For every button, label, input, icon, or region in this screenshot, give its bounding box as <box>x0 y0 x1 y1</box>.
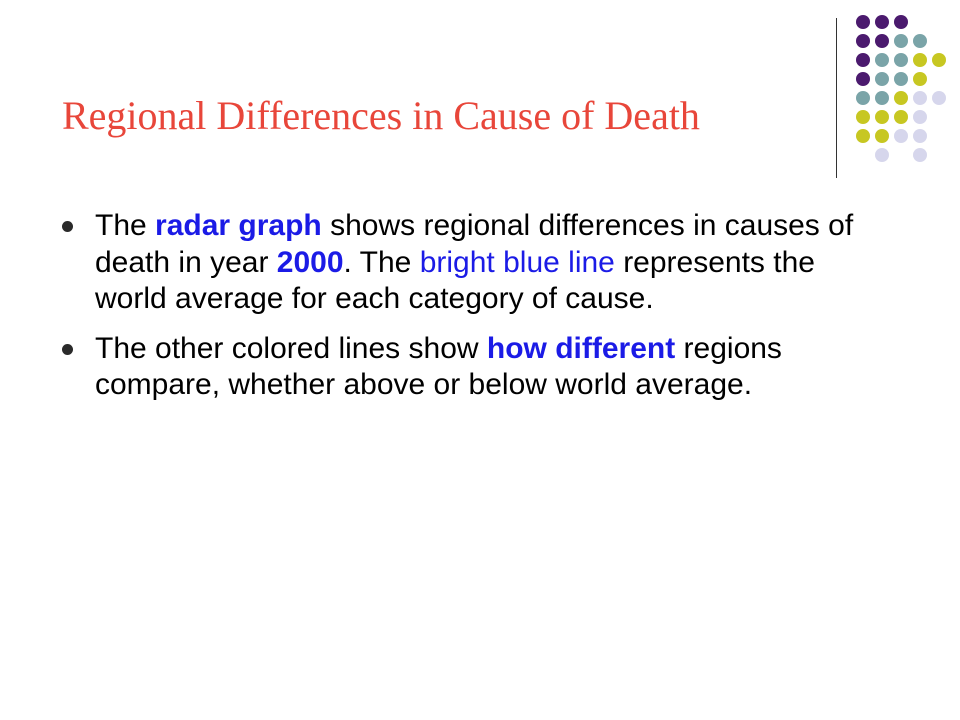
bullet-list <box>62 208 862 417</box>
highlight-year: 2000 <box>276 245 344 279</box>
dot-purple-icon <box>894 15 908 29</box>
dot-lavender-icon <box>894 129 908 143</box>
dot-teal-icon <box>875 91 889 105</box>
dot-teal-icon <box>894 53 908 67</box>
dot-olive-icon <box>913 72 927 86</box>
text-segment: represents the world average for each category of cause. <box>95 245 815 315</box>
dot-purple-icon <box>856 34 870 48</box>
highlight-bright-blue-line: bright blue line <box>419 245 615 279</box>
dot-olive-icon <box>894 91 908 105</box>
dot-teal-icon <box>894 72 908 86</box>
dot-olive-icon <box>932 53 946 67</box>
dot-lavender-icon <box>875 148 889 162</box>
dot-olive-icon <box>875 110 889 124</box>
dot-teal-icon <box>856 91 870 105</box>
dot-teal-icon <box>875 72 889 86</box>
text-segment: shows regional differences in causes of death in year <box>95 209 854 279</box>
dot-teal-icon <box>913 34 927 48</box>
bullet-item <box>62 331 862 404</box>
dot-teal-icon <box>875 53 889 67</box>
dot-purple-icon <box>875 15 889 29</box>
dot-purple-icon <box>875 34 889 48</box>
dot-olive-icon <box>894 110 908 124</box>
dot-purple-icon <box>856 53 870 67</box>
bullet-text <box>95 209 853 315</box>
bullet-text <box>95 332 782 402</box>
dot-lavender-icon <box>932 91 946 105</box>
dot-teal-icon <box>894 34 908 48</box>
text-segment: The <box>95 209 156 242</box>
dot-olive-icon <box>875 129 889 143</box>
dot-lavender-icon <box>913 110 927 124</box>
dot-lavender-icon <box>913 129 927 143</box>
highlight-radar-graph: radar graph <box>155 209 322 242</box>
dot-olive-icon <box>856 129 870 143</box>
bullet-dot-icon <box>62 221 73 232</box>
bullet-dot-icon <box>62 344 73 355</box>
text-segment: regions compare, whether above or below world average. <box>95 331 782 401</box>
dot-purple-icon <box>856 15 870 29</box>
bullet-item <box>62 208 862 318</box>
text-segment: . The <box>343 245 420 279</box>
dot-lavender-icon <box>913 91 927 105</box>
dot-olive-icon <box>913 53 927 67</box>
dot-olive-icon <box>856 110 870 124</box>
highlight-how-different: how different <box>486 331 676 365</box>
text-segment: The other colored lines show <box>95 331 487 365</box>
dot-purple-icon <box>856 72 870 86</box>
slide-title: Regional Differences in Cause of Death <box>62 93 700 138</box>
dot-lavender-icon <box>913 148 927 162</box>
title-divider-line <box>836 18 837 178</box>
